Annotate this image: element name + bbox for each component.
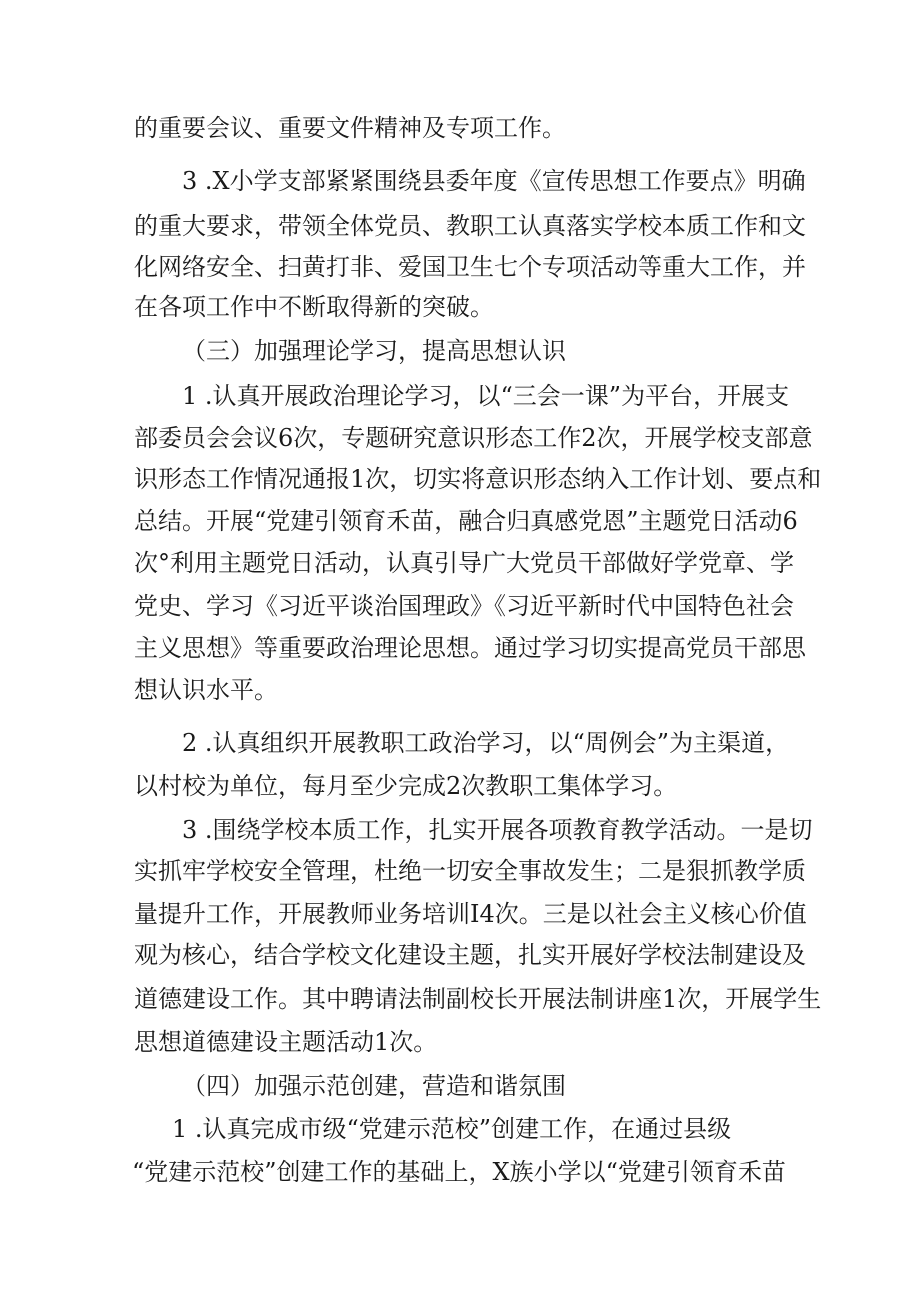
text-line: 总结。开展“党建引领育禾苗，融合归真感党恩”主题党日活动6 — [134, 507, 798, 535]
text-line: 化网络安全、扫黄打非、爱国卫生七个专项活动等重大工作，并 — [134, 253, 806, 281]
text-line: 想认识水平。 — [134, 676, 278, 704]
text-line: 1 .认真完成市级“党建示范校”创建工作，在通过县级 — [172, 1115, 732, 1143]
text-line: 思想道德建设主题活动1次。 — [134, 1028, 438, 1056]
text-line: 在各项工作中不断取得新的突破。 — [134, 293, 494, 321]
text-line: 3 .X小学支部紧紧围绕县委年度《宣传思想工作要点》明确 — [182, 167, 806, 195]
section-heading: （四）加强示范创建，营造和谐氛围 — [182, 1072, 566, 1100]
text-line: 党史、学习《习近平谈治国理政》《习近平新时代中国特色社会 — [134, 592, 794, 620]
text-line: 识形态工作情况通报1次，切实将意识形态纳入工作计划、要点和 — [134, 465, 822, 493]
text-line: 1 .认真开展政治理论学习，以“三会一课”为平台，开展支 — [182, 382, 790, 410]
text-line: 的重要会议、重要文件精神及专项工作。 — [134, 114, 566, 142]
text-line: 实抓牢学校安全管理，杜绝一切安全事故发生；二是狠抓教学质 — [134, 857, 806, 885]
text-line: 次°利用主题党日活动，认真引导广大党员干部做好学党章、学 — [134, 549, 794, 577]
text-line: 以村校为单位，每月至少完成2次教职工集体学习。 — [134, 772, 678, 800]
text-line: 3 .围绕学校本质工作，扎实开展各项教育教学活动。一是切 — [182, 816, 813, 844]
text-line: 量提升工作，开展教师业务培训I4次。三是以社会主义核心价值 — [134, 900, 807, 928]
text-line: 部委员会会议6次，专题研究意识形态工作2次，开展学校支部意 — [134, 424, 813, 452]
text-line: 观为核心，结合学校文化建设主题，扎实开展好学校法制建设及 — [134, 941, 806, 969]
section-heading: （三）加强理论学习，提高思想认识 — [182, 337, 566, 365]
text-line: “党建示范校”创建工作的基础上，X族小学以“党建引领育禾苗 — [132, 1158, 786, 1186]
text-line: 的重大要求，带领全体党员、教职工认真落实学校本质工作和文 — [134, 212, 806, 240]
text-line: 道德建设工作。其中聘请法制副校长开展法制讲座1次，开展学生 — [134, 985, 822, 1013]
text-line: 2 .认真组织开展教职工政治学习，以“周例会”为主渠道， — [182, 729, 790, 757]
text-line: 主义思想》等重要政治理论思想。通过学习切实提高党员干部思 — [134, 634, 806, 662]
